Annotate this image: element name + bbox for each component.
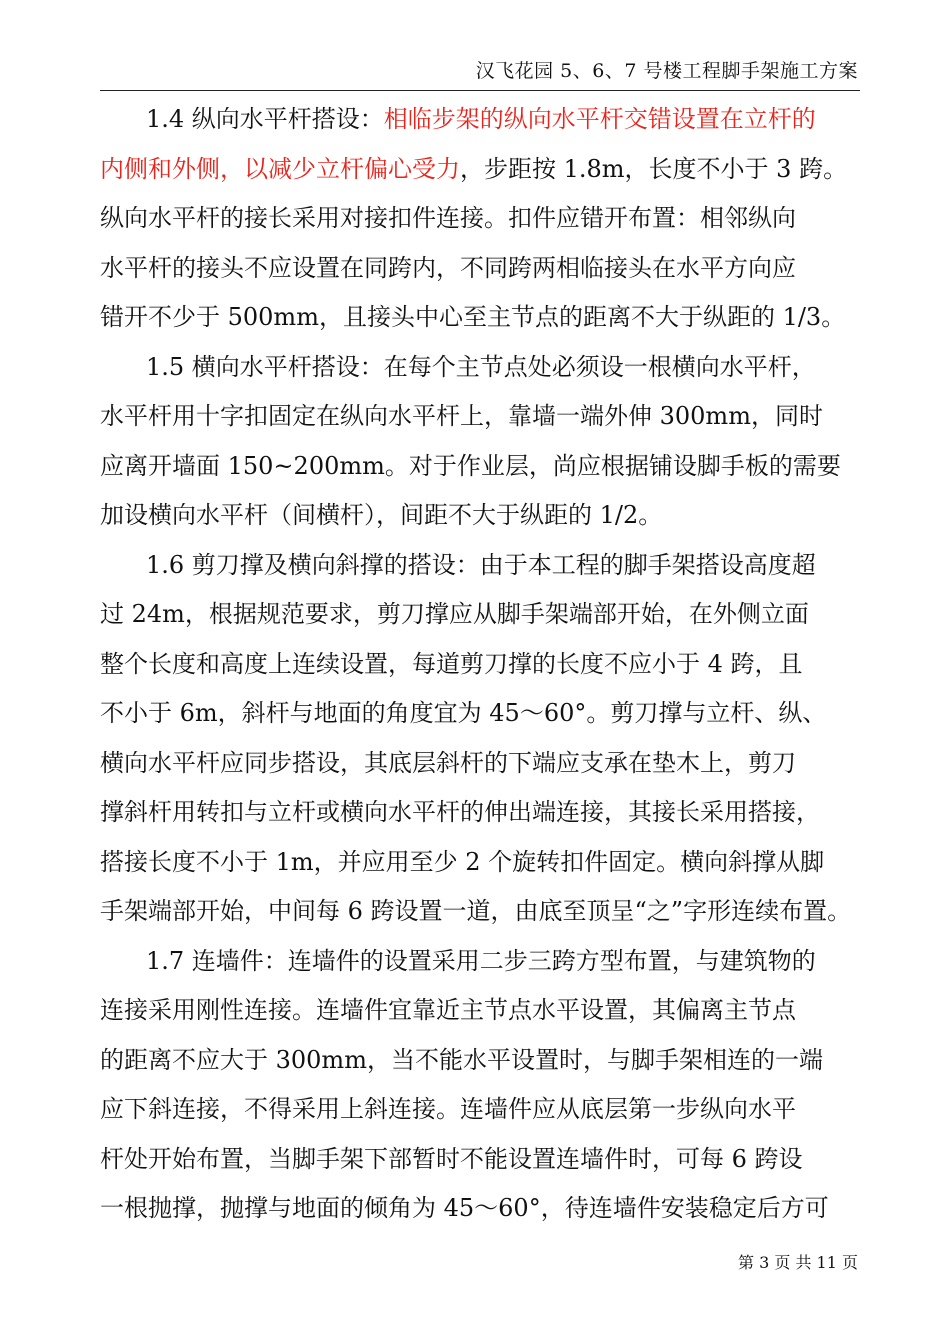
body-text: 水平杆的接头不应设置在同跨内，不同跨两相临接头在水平方向应 (100, 253, 796, 282)
body-text: 1.7 连墙件：连墙件的设置采用二步三跨方型布置，与建筑物的 (146, 946, 816, 975)
page-footer-number: 第 3 页 共 11 页 (738, 1253, 858, 1272)
body-text: 错开不少于 500mm，且接头中心至主节点的距离不大于纵距的 1/3。 (100, 303, 846, 331)
highlighted-text: 内侧和外侧，以减少立杆偏心受力 (100, 154, 460, 183)
page-header-title: 汉飞花园 5、6、7 号楼工程脚手架施工方案 (475, 60, 858, 82)
body-text: 纵向水平杆的接长采用对接扣件连接。扣件应错开布置：相邻纵向 (100, 204, 796, 232)
text-line (100, 541, 868, 591)
body-text: 连接采用刚性连接。连墙件宜靠近主节点水平设置，其偏离主节点 (100, 996, 796, 1024)
text-line (100, 95, 868, 145)
body-text: 整个长度和高度上连续设置，每道剪刀撑的长度不应小于 4 跨，且 (100, 649, 803, 678)
body-text: 水平杆用十字扣固定在纵向水平杆上，靠墙一端外伸 300mm，同时 (100, 402, 823, 430)
highlighted-text: 相临步架的纵向水平杆交错设置在立杆的 (383, 105, 816, 133)
text-line (100, 739, 868, 789)
body-text: 搭接长度不小于 1m，并应用至少 2 个旋转扣件固定。横向斜撑从脚 (100, 847, 825, 876)
text-line (100, 293, 868, 343)
document-body (100, 95, 868, 1234)
body-text: 1.4 纵向水平杆搭设： (146, 105, 384, 133)
text-line (100, 937, 868, 987)
text-line (100, 887, 868, 937)
text-line (100, 1135, 868, 1185)
body-text: 的距离不应大于 300mm，当不能水平设置时，与脚手架相连的一端 (100, 1045, 823, 1074)
text-line (100, 640, 868, 690)
body-text: 手架端部开始，中间每 6 跨设置一道，由底至顶呈“之”字形连续布置。 (100, 897, 852, 925)
body-text: 加设横向水平杆（间横杆），间距不大于纵距的 1/2。 (100, 501, 663, 529)
text-line (100, 442, 868, 492)
body-text: 应下斜连接，不得采用上斜连接。连墙件应从底层第一步纵向水平 (100, 1095, 796, 1123)
text-line (100, 689, 868, 739)
body-text: 过 24m，根据规范要求，剪刀撑应从脚手架端部开始，在外侧立面 (100, 600, 809, 628)
text-line (100, 145, 868, 195)
text-line (100, 1085, 868, 1135)
body-text: 1.6 剪刀撑及横向斜撑的搭设：由于本工程的脚手架搭设高度超 (146, 550, 816, 579)
text-line (100, 343, 868, 393)
body-text: 不小于 6m，斜杆与地面的角度宜为 45～60°。剪刀撑与立杆、纵、 (100, 699, 827, 727)
body-text: 应离开墙面 150~200mm。对于作业层，尚应根据铺设脚手板的需要 (100, 451, 841, 480)
text-line (100, 590, 868, 640)
body-text: 横向水平杆应同步搭设，其底层斜杆的下端应支承在垫木上，剪刀 (100, 748, 796, 777)
text-line (100, 491, 868, 541)
body-text: 杆处开始布置，当脚手架下部暂时不能设置连墙件时，可每 6 跨设 (100, 1144, 803, 1173)
text-line (100, 788, 868, 838)
text-line (100, 986, 868, 1036)
body-text: 1.5 横向水平杆搭设：在每个主节点处必须设一根横向水平杆， (146, 352, 816, 381)
text-line (100, 838, 868, 888)
text-line (100, 194, 868, 244)
text-line (100, 392, 868, 442)
header-divider (100, 90, 860, 91)
body-text: 一根抛撑，抛撑与地面的倾角为 45～60°，待连墙件安装稳定后方可 (100, 1194, 829, 1222)
text-line (100, 1036, 868, 1086)
text-line (100, 1184, 868, 1234)
text-line (100, 244, 868, 294)
body-text: 撑斜杆用转扣与立杆或横向水平杆的伸出端连接，其接长采用搭接， (100, 798, 820, 826)
body-text: ，步距按 1.8m，长度不小于 3 跨。 (460, 154, 848, 183)
